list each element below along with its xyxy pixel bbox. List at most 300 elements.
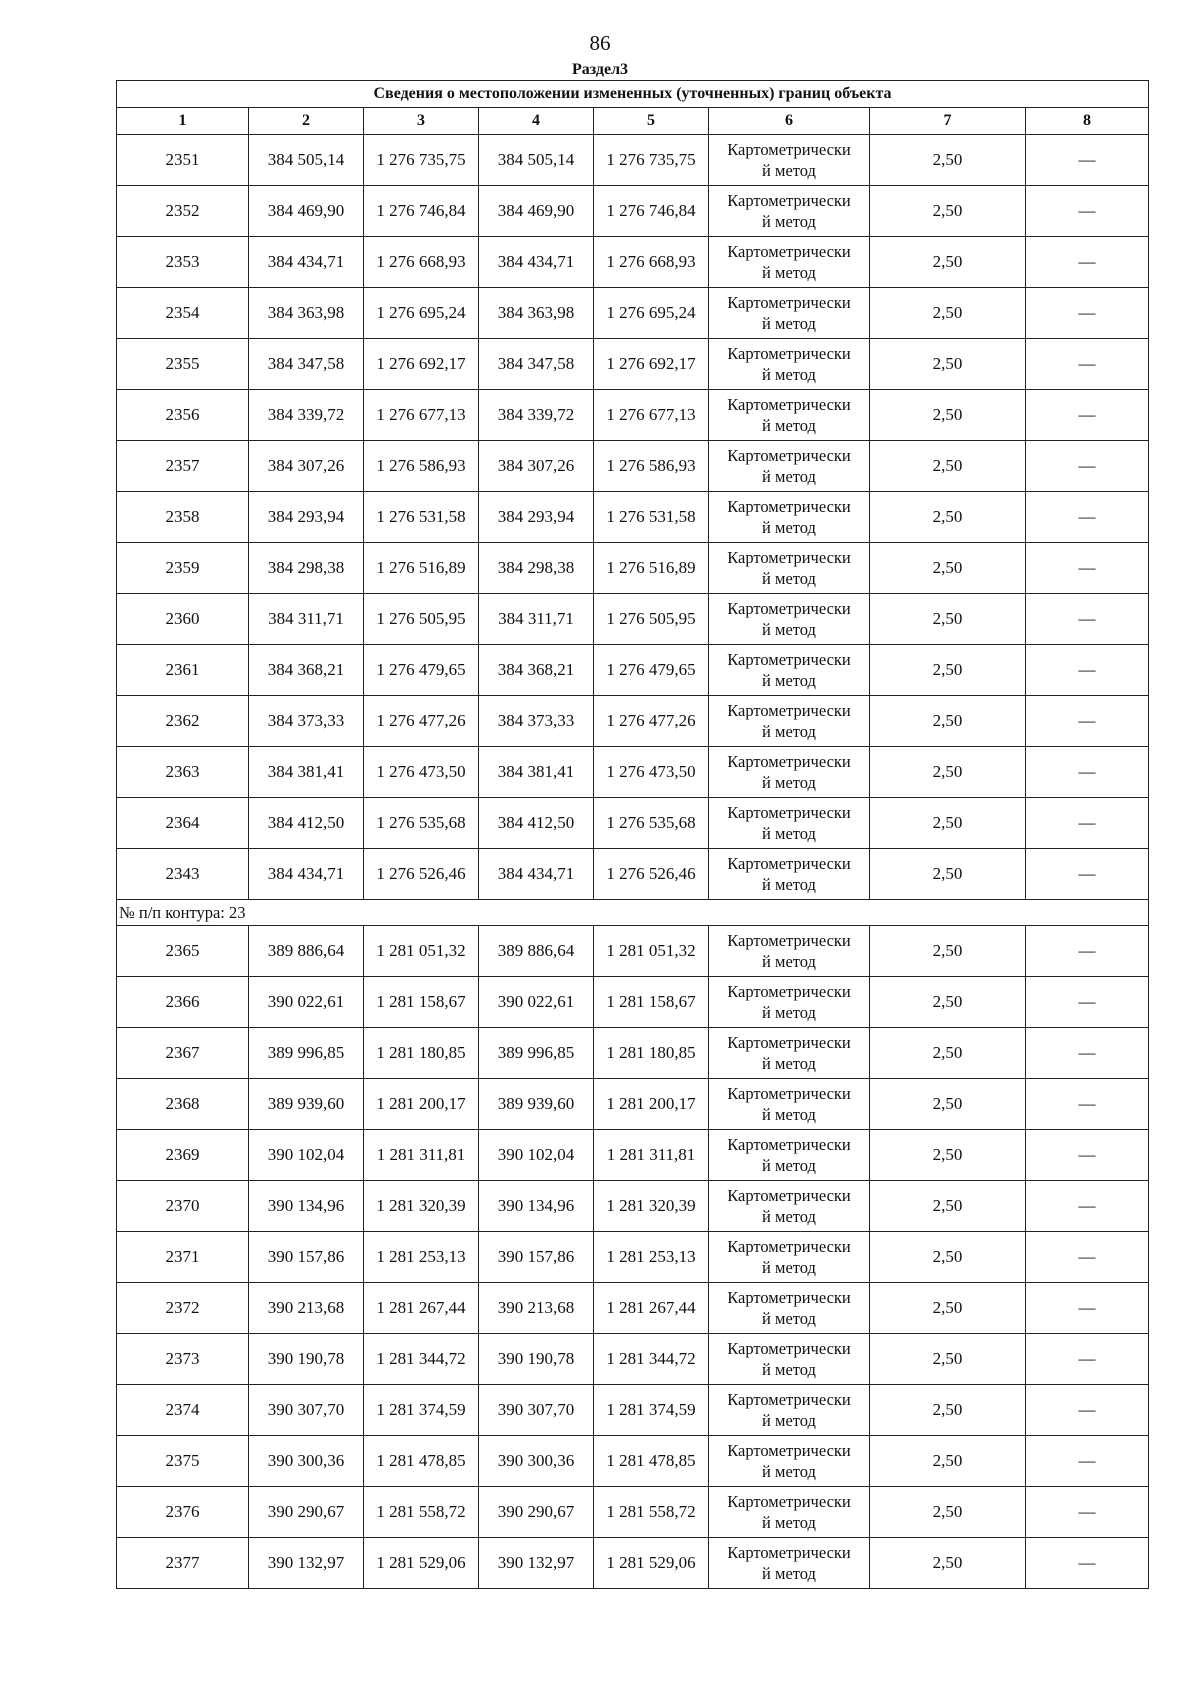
column-header: 2 bbox=[249, 108, 364, 135]
y-coord-cell: 1 276 535,68 bbox=[594, 798, 709, 849]
y-coord-cell: 1 276 692,17 bbox=[594, 339, 709, 390]
method-text: й метод bbox=[762, 1513, 816, 1532]
x-coord-cell: 384 339,72 bbox=[249, 390, 364, 441]
table-row bbox=[117, 1181, 1149, 1232]
x-coord-cell: 384 412,50 bbox=[479, 798, 594, 849]
description-cell: — bbox=[1026, 1130, 1149, 1181]
method-cell bbox=[709, 441, 870, 492]
method-text: Картометрически bbox=[727, 191, 851, 210]
y-coord-cell: 1 281 374,59 bbox=[594, 1385, 709, 1436]
y-coord-cell: 1 281 253,13 bbox=[364, 1232, 479, 1283]
point-number-cell: 2367 bbox=[117, 1028, 249, 1079]
description-cell: — bbox=[1026, 926, 1149, 977]
x-coord-cell: 384 339,72 bbox=[479, 390, 594, 441]
table-row bbox=[117, 186, 1149, 237]
y-coord-cell: 1 281 344,72 bbox=[594, 1334, 709, 1385]
description-cell: — bbox=[1026, 390, 1149, 441]
y-coord-cell: 1 281 558,72 bbox=[594, 1487, 709, 1538]
accuracy-cell: 2,50 bbox=[870, 977, 1026, 1028]
accuracy-cell: 2,50 bbox=[870, 543, 1026, 594]
method-text: Картометрически bbox=[727, 140, 851, 159]
x-coord-cell: 384 293,94 bbox=[249, 492, 364, 543]
x-coord-cell: 390 290,67 bbox=[479, 1487, 594, 1538]
method-text: й метод bbox=[762, 1258, 816, 1277]
accuracy-cell: 2,50 bbox=[870, 288, 1026, 339]
method-text: Картометрически bbox=[727, 650, 851, 669]
point-number-cell: 2356 bbox=[117, 390, 249, 441]
accuracy-cell: 2,50 bbox=[870, 1385, 1026, 1436]
y-coord-cell: 1 276 586,93 bbox=[364, 441, 479, 492]
method-text: й метод bbox=[762, 1054, 816, 1073]
contour-row bbox=[117, 900, 1149, 926]
accuracy-cell: 2,50 bbox=[870, 492, 1026, 543]
y-coord-cell: 1 276 505,95 bbox=[594, 594, 709, 645]
method-cell bbox=[709, 1538, 870, 1589]
method-cell bbox=[709, 237, 870, 288]
method-text: й метод bbox=[762, 620, 816, 639]
method-cell bbox=[709, 645, 870, 696]
method-text: й метод bbox=[762, 952, 816, 971]
accuracy-cell: 2,50 bbox=[870, 1487, 1026, 1538]
point-number-cell: 2360 bbox=[117, 594, 249, 645]
description-cell: — bbox=[1026, 798, 1149, 849]
table-row bbox=[117, 594, 1149, 645]
method-cell bbox=[709, 135, 870, 186]
method-text: й метод bbox=[762, 365, 816, 384]
x-coord-cell: 384 298,38 bbox=[249, 543, 364, 594]
accuracy-cell: 2,50 bbox=[870, 1130, 1026, 1181]
x-coord-cell: 390 290,67 bbox=[249, 1487, 364, 1538]
x-coord-cell: 384 434,71 bbox=[479, 237, 594, 288]
description-cell: — bbox=[1026, 288, 1149, 339]
method-text: Картометрически bbox=[727, 752, 851, 771]
table-row bbox=[117, 1334, 1149, 1385]
method-text: Картометрически bbox=[727, 293, 851, 312]
method-cell bbox=[709, 1436, 870, 1487]
method-text: Картометрически bbox=[727, 1441, 851, 1460]
description-cell: — bbox=[1026, 339, 1149, 390]
y-coord-cell: 1 281 051,32 bbox=[364, 926, 479, 977]
table-row bbox=[117, 1385, 1149, 1436]
y-coord-cell: 1 281 200,17 bbox=[364, 1079, 479, 1130]
column-header: 1 bbox=[117, 108, 249, 135]
y-coord-cell: 1 276 526,46 bbox=[364, 849, 479, 900]
table-row bbox=[117, 492, 1149, 543]
description-cell: — bbox=[1026, 1487, 1149, 1538]
method-cell bbox=[709, 390, 870, 441]
method-text: Картометрически bbox=[727, 701, 851, 720]
method-text: Картометрически bbox=[727, 931, 851, 950]
table-row bbox=[117, 1028, 1149, 1079]
y-coord-cell: 1 276 586,93 bbox=[594, 441, 709, 492]
column-header: 6 bbox=[709, 108, 870, 135]
point-number-cell: 2354 bbox=[117, 288, 249, 339]
method-cell bbox=[709, 696, 870, 747]
y-coord-cell: 1 281 253,13 bbox=[594, 1232, 709, 1283]
method-text: Картометрически bbox=[727, 446, 851, 465]
x-coord-cell: 384 505,14 bbox=[249, 135, 364, 186]
method-text: Картометрически bbox=[727, 1543, 851, 1562]
table-row bbox=[117, 339, 1149, 390]
x-coord-cell: 384 434,71 bbox=[249, 237, 364, 288]
method-text: Картометрически bbox=[727, 242, 851, 261]
accuracy-cell: 2,50 bbox=[870, 645, 1026, 696]
description-cell: — bbox=[1026, 1028, 1149, 1079]
x-coord-cell: 390 190,78 bbox=[249, 1334, 364, 1385]
x-coord-cell: 390 307,70 bbox=[479, 1385, 594, 1436]
y-coord-cell: 1 281 374,59 bbox=[364, 1385, 479, 1436]
x-coord-cell: 384 469,90 bbox=[249, 186, 364, 237]
method-cell bbox=[709, 543, 870, 594]
x-coord-cell: 384 363,98 bbox=[479, 288, 594, 339]
table-row bbox=[117, 441, 1149, 492]
accuracy-cell: 2,50 bbox=[870, 1436, 1026, 1487]
x-coord-cell: 389 886,64 bbox=[249, 926, 364, 977]
y-coord-cell: 1 281 529,06 bbox=[594, 1538, 709, 1589]
contour-label: № п/п контура: 23 bbox=[117, 900, 1149, 926]
method-text: й метод bbox=[762, 212, 816, 231]
y-coord-cell: 1 281 311,81 bbox=[594, 1130, 709, 1181]
method-text: Картометрически bbox=[727, 395, 851, 414]
description-cell: — bbox=[1026, 977, 1149, 1028]
x-coord-cell: 384 311,71 bbox=[249, 594, 364, 645]
method-text: Картометрически bbox=[727, 1186, 851, 1205]
point-number-cell: 2371 bbox=[117, 1232, 249, 1283]
description-cell: — bbox=[1026, 1079, 1149, 1130]
y-coord-cell: 1 281 320,39 bbox=[364, 1181, 479, 1232]
method-cell bbox=[709, 492, 870, 543]
y-coord-cell: 1 276 677,13 bbox=[364, 390, 479, 441]
point-number-cell: 2357 bbox=[117, 441, 249, 492]
method-cell bbox=[709, 339, 870, 390]
method-cell bbox=[709, 926, 870, 977]
point-number-cell: 2375 bbox=[117, 1436, 249, 1487]
accuracy-cell: 2,50 bbox=[870, 849, 1026, 900]
description-cell: — bbox=[1026, 1538, 1149, 1589]
y-coord-cell: 1 276 746,84 bbox=[594, 186, 709, 237]
column-header: 3 bbox=[364, 108, 479, 135]
method-text: Картометрически bbox=[727, 803, 851, 822]
y-coord-cell: 1 281 478,85 bbox=[364, 1436, 479, 1487]
y-coord-cell: 1 276 735,75 bbox=[364, 135, 479, 186]
y-coord-cell: 1 276 692,17 bbox=[364, 339, 479, 390]
method-text: Картометрически bbox=[727, 548, 851, 567]
x-coord-cell: 384 347,58 bbox=[249, 339, 364, 390]
point-number-cell: 2372 bbox=[117, 1283, 249, 1334]
x-coord-cell: 384 373,33 bbox=[479, 696, 594, 747]
method-cell bbox=[709, 1181, 870, 1232]
description-cell: — bbox=[1026, 645, 1149, 696]
y-coord-cell: 1 276 477,26 bbox=[594, 696, 709, 747]
x-coord-cell: 384 469,90 bbox=[479, 186, 594, 237]
x-coord-cell: 384 307,26 bbox=[479, 441, 594, 492]
point-number-cell: 2353 bbox=[117, 237, 249, 288]
y-coord-cell: 1 281 558,72 bbox=[364, 1487, 479, 1538]
method-text: й метод bbox=[762, 467, 816, 486]
x-coord-cell: 390 102,04 bbox=[249, 1130, 364, 1181]
table-row bbox=[117, 1538, 1149, 1589]
x-coord-cell: 390 307,70 bbox=[249, 1385, 364, 1436]
accuracy-cell: 2,50 bbox=[870, 798, 1026, 849]
method-text: Картометрически bbox=[727, 1237, 851, 1256]
description-cell: — bbox=[1026, 1283, 1149, 1334]
accuracy-cell: 2,50 bbox=[870, 237, 1026, 288]
x-coord-cell: 390 213,68 bbox=[479, 1283, 594, 1334]
method-cell bbox=[709, 1130, 870, 1181]
point-number-cell: 2351 bbox=[117, 135, 249, 186]
table-row bbox=[117, 1283, 1149, 1334]
y-coord-cell: 1 281 051,32 bbox=[594, 926, 709, 977]
x-coord-cell: 389 939,60 bbox=[249, 1079, 364, 1130]
method-text: й метод bbox=[762, 773, 816, 792]
description-cell: — bbox=[1026, 594, 1149, 645]
x-coord-cell: 384 311,71 bbox=[479, 594, 594, 645]
point-number-cell: 2373 bbox=[117, 1334, 249, 1385]
method-text: й метод bbox=[762, 1207, 816, 1226]
method-text: й метод bbox=[762, 824, 816, 843]
y-coord-cell: 1 276 531,58 bbox=[594, 492, 709, 543]
section-title: Раздел3 bbox=[571, 61, 629, 78]
accuracy-cell: 2,50 bbox=[870, 339, 1026, 390]
point-number-cell: 2359 bbox=[117, 543, 249, 594]
x-coord-cell: 390 213,68 bbox=[249, 1283, 364, 1334]
table-row bbox=[117, 1232, 1149, 1283]
method-text: Картометрически bbox=[727, 1339, 851, 1358]
column-header: 4 bbox=[479, 108, 594, 135]
table-row bbox=[117, 849, 1149, 900]
accuracy-cell: 2,50 bbox=[870, 594, 1026, 645]
accuracy-cell: 2,50 bbox=[870, 1334, 1026, 1385]
method-cell bbox=[709, 1028, 870, 1079]
point-number-cell: 2352 bbox=[117, 186, 249, 237]
y-coord-cell: 1 276 535,68 bbox=[364, 798, 479, 849]
y-coord-cell: 1 276 695,24 bbox=[594, 288, 709, 339]
method-text: Картометрически bbox=[727, 1135, 851, 1154]
method-text: й метод bbox=[762, 569, 816, 588]
description-cell: — bbox=[1026, 747, 1149, 798]
y-coord-cell: 1 276 479,65 bbox=[364, 645, 479, 696]
table-row bbox=[117, 390, 1149, 441]
description-cell: — bbox=[1026, 441, 1149, 492]
y-coord-cell: 1 276 526,46 bbox=[594, 849, 709, 900]
accuracy-cell: 2,50 bbox=[870, 135, 1026, 186]
column-header: 5 bbox=[594, 108, 709, 135]
x-coord-cell: 384 373,33 bbox=[249, 696, 364, 747]
accuracy-cell: 2,50 bbox=[870, 747, 1026, 798]
description-cell: — bbox=[1026, 135, 1149, 186]
point-number-cell: 2370 bbox=[117, 1181, 249, 1232]
page-number: 86 bbox=[589, 31, 611, 55]
method-text: Картометрически bbox=[727, 854, 851, 873]
point-number-cell: 2376 bbox=[117, 1487, 249, 1538]
point-number-cell: 2355 bbox=[117, 339, 249, 390]
x-coord-cell: 390 102,04 bbox=[479, 1130, 594, 1181]
method-text: й метод bbox=[762, 1003, 816, 1022]
x-coord-cell: 384 298,38 bbox=[479, 543, 594, 594]
method-cell bbox=[709, 1334, 870, 1385]
description-cell: — bbox=[1026, 1334, 1149, 1385]
description-cell: — bbox=[1026, 696, 1149, 747]
method-text: й метод bbox=[762, 1309, 816, 1328]
x-coord-cell: 390 300,36 bbox=[479, 1436, 594, 1487]
method-text: й метод bbox=[762, 1360, 816, 1379]
x-coord-cell: 389 996,85 bbox=[479, 1028, 594, 1079]
y-coord-cell: 1 281 478,85 bbox=[594, 1436, 709, 1487]
description-cell: — bbox=[1026, 492, 1149, 543]
x-coord-cell: 384 293,94 bbox=[479, 492, 594, 543]
method-cell bbox=[709, 1232, 870, 1283]
x-coord-cell: 384 381,41 bbox=[249, 747, 364, 798]
y-coord-cell: 1 281 158,67 bbox=[364, 977, 479, 1028]
y-coord-cell: 1 276 668,93 bbox=[364, 237, 479, 288]
x-coord-cell: 384 505,14 bbox=[479, 135, 594, 186]
table-row bbox=[117, 977, 1149, 1028]
method-cell bbox=[709, 288, 870, 339]
y-coord-cell: 1 276 735,75 bbox=[594, 135, 709, 186]
y-coord-cell: 1 276 473,50 bbox=[594, 747, 709, 798]
x-coord-cell: 390 300,36 bbox=[249, 1436, 364, 1487]
x-coord-cell: 390 134,96 bbox=[249, 1181, 364, 1232]
column-header: 8 bbox=[1026, 108, 1149, 135]
y-coord-cell: 1 276 677,13 bbox=[594, 390, 709, 441]
method-cell bbox=[709, 1079, 870, 1130]
method-text: Картометрически bbox=[727, 599, 851, 618]
y-coord-cell: 1 281 180,85 bbox=[364, 1028, 479, 1079]
table-row bbox=[117, 1436, 1149, 1487]
y-coord-cell: 1 276 695,24 bbox=[364, 288, 479, 339]
method-cell bbox=[709, 594, 870, 645]
table-row bbox=[117, 288, 1149, 339]
method-text: й метод bbox=[762, 161, 816, 180]
x-coord-cell: 384 363,98 bbox=[249, 288, 364, 339]
y-coord-cell: 1 281 344,72 bbox=[364, 1334, 479, 1385]
method-cell bbox=[709, 798, 870, 849]
column-header: 7 bbox=[870, 108, 1026, 135]
method-text: Картометрически bbox=[727, 1390, 851, 1409]
method-text: Картометрически bbox=[727, 497, 851, 516]
y-coord-cell: 1 276 516,89 bbox=[594, 543, 709, 594]
method-text: й метод bbox=[762, 1462, 816, 1481]
method-text: Картометрически bbox=[727, 982, 851, 1001]
method-text: й метод bbox=[762, 671, 816, 690]
description-cell: — bbox=[1026, 1385, 1149, 1436]
method-text: й метод bbox=[762, 1564, 816, 1583]
table-row bbox=[117, 1079, 1149, 1130]
table-row bbox=[117, 543, 1149, 594]
x-coord-cell: 390 134,96 bbox=[479, 1181, 594, 1232]
accuracy-cell: 2,50 bbox=[870, 1181, 1026, 1232]
x-coord-cell: 384 368,21 bbox=[249, 645, 364, 696]
method-text: й метод bbox=[762, 416, 816, 435]
table-row bbox=[117, 135, 1149, 186]
accuracy-cell: 2,50 bbox=[870, 926, 1026, 977]
point-number-cell: 2364 bbox=[117, 798, 249, 849]
x-coord-cell: 384 368,21 bbox=[479, 645, 594, 696]
method-text: Картометрически bbox=[727, 1492, 851, 1511]
point-number-cell: 2366 bbox=[117, 977, 249, 1028]
x-coord-cell: 390 190,78 bbox=[479, 1334, 594, 1385]
x-coord-cell: 389 939,60 bbox=[479, 1079, 594, 1130]
x-coord-cell: 384 434,71 bbox=[479, 849, 594, 900]
table-row bbox=[117, 237, 1149, 288]
column-header-row bbox=[117, 108, 1149, 135]
accuracy-cell: 2,50 bbox=[870, 1028, 1026, 1079]
method-text: Картометрически bbox=[727, 344, 851, 363]
x-coord-cell: 390 132,97 bbox=[479, 1538, 594, 1589]
point-number-cell: 2362 bbox=[117, 696, 249, 747]
accuracy-cell: 2,50 bbox=[870, 1079, 1026, 1130]
method-cell bbox=[709, 1487, 870, 1538]
method-text: й метод bbox=[762, 875, 816, 894]
accuracy-cell: 2,50 bbox=[870, 1232, 1026, 1283]
method-text: й метод bbox=[762, 263, 816, 282]
method-text: Картометрически bbox=[727, 1084, 851, 1103]
table-row bbox=[117, 1487, 1149, 1538]
accuracy-cell: 2,50 bbox=[870, 1538, 1026, 1589]
method-text: й метод bbox=[762, 518, 816, 537]
method-text: й метод bbox=[762, 314, 816, 333]
x-coord-cell: 390 022,61 bbox=[249, 977, 364, 1028]
method-cell bbox=[709, 1283, 870, 1334]
y-coord-cell: 1 276 473,50 bbox=[364, 747, 479, 798]
y-coord-cell: 1 276 479,65 bbox=[594, 645, 709, 696]
table-row bbox=[117, 696, 1149, 747]
description-cell: — bbox=[1026, 237, 1149, 288]
description-cell: — bbox=[1026, 543, 1149, 594]
table-row bbox=[117, 1130, 1149, 1181]
description-cell: — bbox=[1026, 186, 1149, 237]
point-number-cell: 2361 bbox=[117, 645, 249, 696]
x-coord-cell: 384 434,71 bbox=[249, 849, 364, 900]
coordinates-table bbox=[116, 80, 1149, 1589]
accuracy-cell: 2,50 bbox=[870, 1283, 1026, 1334]
method-cell bbox=[709, 1385, 870, 1436]
y-coord-cell: 1 276 668,93 bbox=[594, 237, 709, 288]
y-coord-cell: 1 281 267,44 bbox=[594, 1283, 709, 1334]
x-coord-cell: 384 381,41 bbox=[479, 747, 594, 798]
point-number-cell: 2358 bbox=[117, 492, 249, 543]
y-coord-cell: 1 281 200,17 bbox=[594, 1079, 709, 1130]
table-row bbox=[117, 926, 1149, 977]
method-text: й метод bbox=[762, 1411, 816, 1430]
method-cell bbox=[709, 849, 870, 900]
x-coord-cell: 390 022,61 bbox=[479, 977, 594, 1028]
y-coord-cell: 1 281 529,06 bbox=[364, 1538, 479, 1589]
point-number-cell: 2369 bbox=[117, 1130, 249, 1181]
y-coord-cell: 1 281 267,44 bbox=[364, 1283, 479, 1334]
method-text: Картометрически bbox=[727, 1033, 851, 1052]
y-coord-cell: 1 276 505,95 bbox=[364, 594, 479, 645]
y-coord-cell: 1 281 311,81 bbox=[364, 1130, 479, 1181]
method-cell bbox=[709, 747, 870, 798]
accuracy-cell: 2,50 bbox=[870, 186, 1026, 237]
y-coord-cell: 1 281 320,39 bbox=[594, 1181, 709, 1232]
x-coord-cell: 384 412,50 bbox=[249, 798, 364, 849]
point-number-cell: 2365 bbox=[117, 926, 249, 977]
x-coord-cell: 384 347,58 bbox=[479, 339, 594, 390]
x-coord-cell: 390 157,86 bbox=[249, 1232, 364, 1283]
accuracy-cell: 2,50 bbox=[870, 696, 1026, 747]
table-row bbox=[117, 645, 1149, 696]
method-cell bbox=[709, 977, 870, 1028]
y-coord-cell: 1 276 477,26 bbox=[364, 696, 479, 747]
method-cell bbox=[709, 186, 870, 237]
point-number-cell: 2343 bbox=[117, 849, 249, 900]
x-coord-cell: 389 886,64 bbox=[479, 926, 594, 977]
method-text: й метод bbox=[762, 1156, 816, 1175]
y-coord-cell: 1 276 516,89 bbox=[364, 543, 479, 594]
x-coord-cell: 390 132,97 bbox=[249, 1538, 364, 1589]
